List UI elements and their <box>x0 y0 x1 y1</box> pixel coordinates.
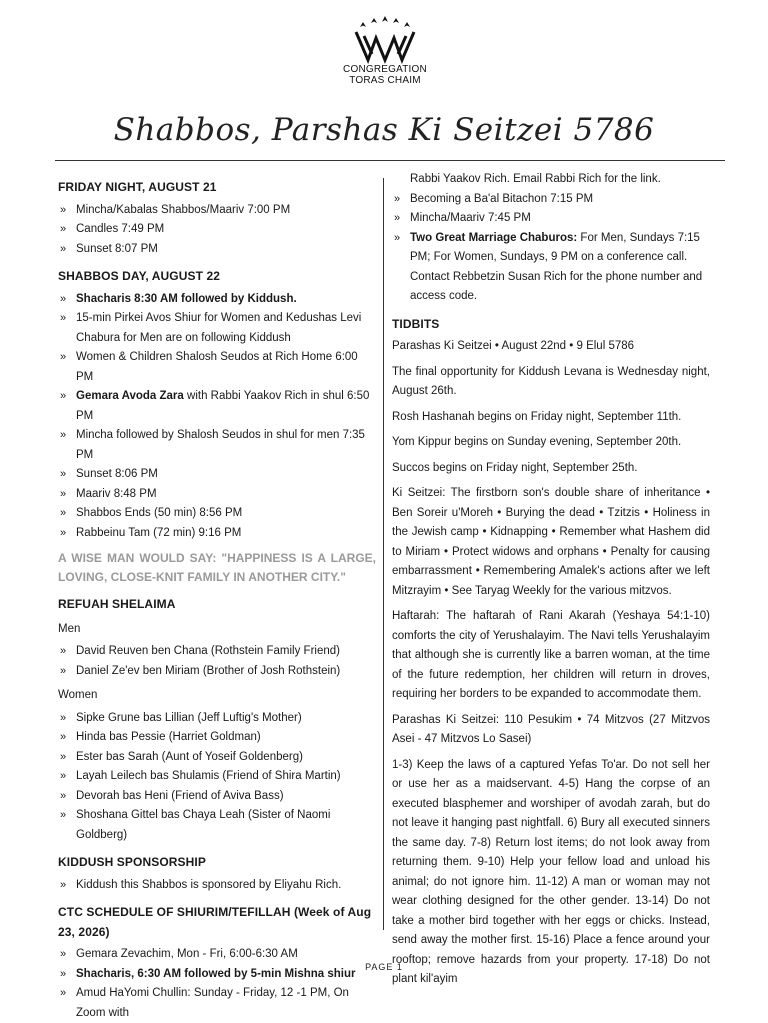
list-item: » Two Great Marriage Chaburos: For Men, Sundays 7:15 PM; For Women, Sundays, 9 PM on a conference call. Contact Rebbetzin Susan Rich for the phone number and access code. <box>392 229 710 307</box>
list-item: » Kiddush this Shabbos is sponsored by Eliyahu Rich. <box>58 876 376 896</box>
friday-list <box>58 201 376 260</box>
list-item: » Shacharis 8:30 AM followed by Kiddush. <box>58 290 376 310</box>
ctc-list <box>58 945 376 1023</box>
list-item: » Candles 7:49 PM <box>58 220 376 240</box>
bullet-icon: » <box>60 468 67 480</box>
tidbit-paragraph: Haftarah: The haftarah of Rani Akarah (Yeshaya 54:1-10) comforts the city of Yerushalayim. The Navi tells Yerushalayim that although she is currently like a barren woman, at the time of the future redemption, her children will return in droves, requiring her borders to be expanded to accommodate them. <box>392 610 710 700</box>
column-divider <box>383 178 384 930</box>
tidbit-paragraph: Yom Kippur begins on Sunday evening, September 20th. <box>392 436 682 448</box>
bullet-icon: » <box>60 223 67 235</box>
list-item-continuation: Rabbi Yaakov Rich. Email Rabbi Rich for the link. <box>410 173 661 185</box>
bullet-icon: » <box>60 312 67 324</box>
header-rule <box>55 160 725 161</box>
kiddush-heading: KIDDUSH SPONSORSHIP <box>58 855 206 869</box>
list-item: » Amud HaYomi Chullin: Sunday - Friday, 12 -1 PM, On Zoom with <box>58 984 376 1023</box>
list-item: » Rabbeinu Tam (72 min) 9:16 PM <box>58 524 376 544</box>
bullet-icon: » <box>60 789 67 802</box>
list-item: » Mincha followed by Shalosh Seudos in shul for men 7:35 PM <box>58 426 376 465</box>
left-column <box>58 170 376 1023</box>
logo <box>300 14 470 86</box>
friday-heading: FRIDAY NIGHT, AUGUST 21 <box>58 180 217 194</box>
bullet-icon: » <box>60 664 67 677</box>
bullet-icon: » <box>60 750 67 763</box>
bullet-icon: » <box>60 429 67 441</box>
bullet-icon: » <box>394 231 401 244</box>
bullet-icon: » <box>60 645 67 657</box>
page-number: PAGE 1 <box>365 962 403 972</box>
tidbit-paragraph: 1-3) Keep the laws of a captured Yefas To'ar. Do not sell her or use her as a maidservant. 4-5) Hang the corpse of an executed blasphemer and worshiper of avodah zarah, but do not leave it hanging past nightfall. 6) Bury all executed sinners the same day. 7-8) Return lost items; do not look away from returning them. 9-10) Help your fellow load and unload his animal; do not ignore him. 11-12) A man or woman may not wear clothing designed for the other gender. 13-14) Do not take a mother bird together with her eggs or chicks. Instead, send away the mother first. 15-16) Place a fence around your rooftop; remove hazards from your property. 17-18) Do not plant kil'ayim <box>392 758 710 985</box>
list-item: » Maariv 8:48 PM <box>58 485 376 505</box>
list-item: » Mincha/Maariv 7:45 PM <box>392 209 710 229</box>
org-name-line1: CONGREGATION <box>343 64 427 75</box>
list-item: » Gemara Avoda Zara with Rabbi Yaakov Rich in shul 6:50 PM <box>58 387 376 426</box>
ctc-list-continued <box>392 170 710 307</box>
bullet-icon: » <box>60 242 67 255</box>
list-item: » Devorah bas Heni (Friend of Aviva Bass) <box>58 787 376 807</box>
ctc-heading: CTC SCHEDULE OF SHIURIM/TEFILLAH (Week of Aug 23, 2026) <box>58 905 372 939</box>
refuah-heading: REFUAH SHELAIMA <box>58 597 176 611</box>
tidbit-paragraph: Parashas Ki Seitzei: 110 Pesukim • 74 Mitzvos (27 Mitzvos Asei - 47 Mitzvos Lo Sasei) <box>392 713 710 745</box>
list-item: » Shacharis, 6:30 AM followed by 5-min Mishna shiur <box>58 965 376 985</box>
list-item: » Mincha/Kabalas Shabbos/Maariv 7:00 PM <box>58 201 376 221</box>
tidbit-paragraph: The final opportunity for Kiddush Levana is Wednesday night, August 26th. <box>392 365 710 397</box>
tidbit-paragraph: Parashas Ki Seitzei • August 22nd • 9 Elul 5786 <box>392 340 635 352</box>
org-name-line2: TORAS CHAIM <box>349 75 421 86</box>
bullet-icon: » <box>60 770 67 782</box>
bullet-icon: » <box>60 351 67 363</box>
list-item: » Women & Children Shalosh Seudos at Rich Home 6:00 PM <box>58 348 376 387</box>
bullet-icon: » <box>60 487 67 500</box>
list-item: » 15-min Pirkei Avos Shiur for Women and Kedushas Levi Chabura for Men are on following Kiddush <box>58 309 376 348</box>
women-label: Women <box>58 689 98 701</box>
bullet-icon: » <box>60 390 67 402</box>
right-column <box>392 170 710 996</box>
shabbos-list <box>58 290 376 544</box>
list-item: » Hinda bas Pessie (Harriet Goldman) <box>58 728 376 748</box>
men-label: Men <box>58 622 81 635</box>
page-title: Shabbos, Parshas Ki Seitzei 5786 <box>113 112 655 148</box>
list-item: » Ester bas Sarah (Aunt of Yoseif Goldenberg) <box>58 748 376 768</box>
list-item: » Shabbos Ends (50 min) 8:56 PM <box>58 504 376 524</box>
bullet-icon: » <box>60 948 67 960</box>
women-list <box>58 709 376 846</box>
list-item: » Sunset 8:06 PM <box>58 465 376 485</box>
crown-icon <box>350 14 420 64</box>
men-list <box>58 642 376 681</box>
list-item: » Sipke Grune bas Lillian (Jeff Luftig's Mother) <box>58 709 376 729</box>
bullet-icon: » <box>60 203 67 216</box>
list-item: » Gemara Zevachim, Mon - Fri, 6:00-6:30 AM <box>58 945 376 965</box>
bullet-icon: » <box>394 192 401 205</box>
list-item: » David Reuven ben Chana (Rothstein Family Friend) <box>58 642 376 662</box>
bullet-icon: » <box>394 212 401 224</box>
tidbit-paragraph: Succos begins on Friday night, September 25th. <box>392 461 638 474</box>
bullet-icon: » <box>60 809 67 821</box>
bullet-icon: » <box>60 711 67 724</box>
tidbit-paragraph: Ki Seitzei: The firstborn son's double share of inheritance • Ben Soreir u'Moreh • Burying the dead • Tzitzis • Holiness in the Jewish camp • Kidnapping • Remember what Hashem did to Miriam • Protect widows and orphans • Penalty for causing embarrassment • Remembering Amalek's actions after we left Mitzrayim • See Taryag Weekly for the various mitzvos. <box>392 487 710 597</box>
bullet-icon: » <box>60 292 67 305</box>
tidbits-heading: TIDBITS <box>392 316 440 331</box>
bullet-icon: » <box>60 878 67 891</box>
kiddush-list <box>58 876 376 896</box>
bullet-icon: » <box>60 526 67 539</box>
quote: A WISE MAN WOULD SAY: "HAPPINESS IS A LARGE, LOVING, CLOSE-KNIT FAMILY IN ANOTHER CITY." <box>58 551 376 584</box>
list-item: » Becoming a Ba'al Bitachon 7:15 PM <box>392 190 710 210</box>
tidbit-paragraph: Rosh Hashanah begins on Friday night, September 11th. <box>392 410 682 423</box>
bullet-icon: » <box>60 967 67 980</box>
bullet-icon: » <box>60 987 67 999</box>
bullet-icon: » <box>60 731 67 743</box>
list-item: » Daniel Ze'ev ben Miriam (Brother of Josh Rothstein) <box>58 662 376 682</box>
shabbos-heading: SHABBOS DAY, AUGUST 22 <box>58 269 221 283</box>
bullet-icon: » <box>60 507 67 519</box>
list-item: » Sunset 8:07 PM <box>58 240 376 260</box>
list-item: » Layah Leilech bas Shulamis (Friend of Shira Martin) <box>58 767 376 787</box>
list-item: » Shoshana Gittel bas Chaya Leah (Sister of Naomi Goldberg) <box>58 806 376 845</box>
